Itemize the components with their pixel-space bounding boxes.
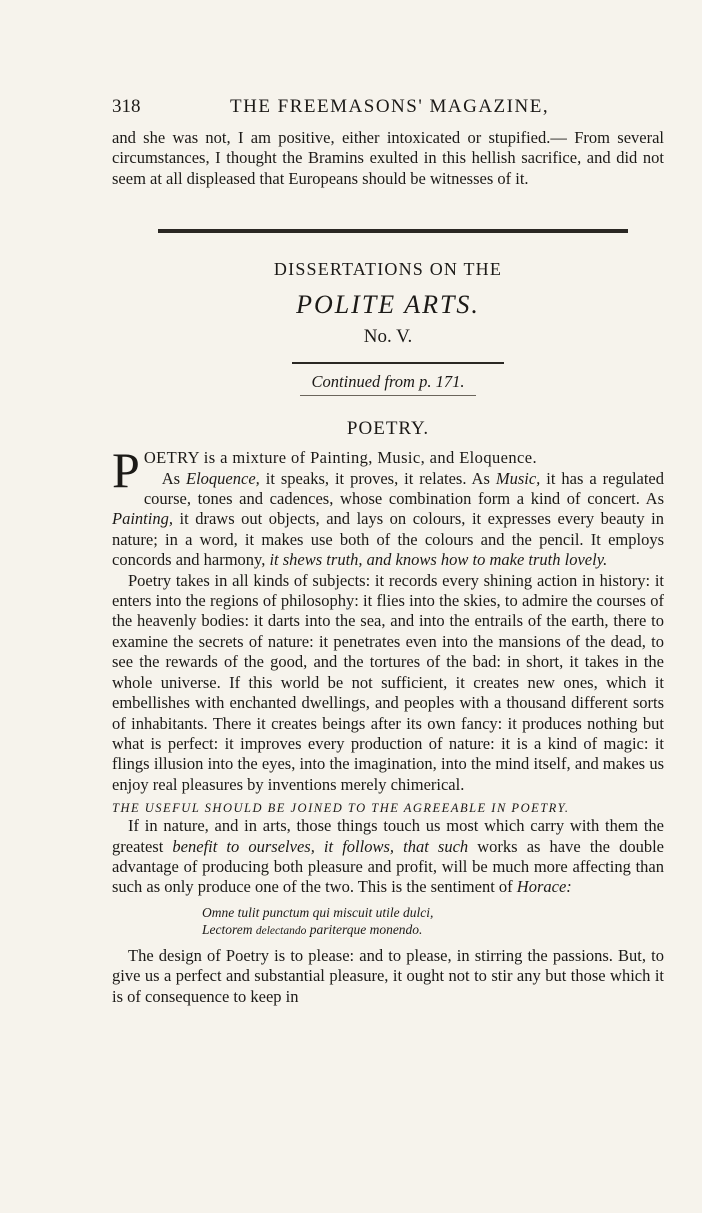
title-rule — [292, 362, 504, 364]
para1-italic: Eloquence, — [186, 468, 260, 488]
para3-italic: benefit to ourselves, it follows, that such — [172, 836, 469, 856]
section-divider — [158, 229, 628, 233]
para3-text: If in nature, and in arts, those things touch us most which carry with them the greatest — [112, 816, 664, 856]
latin-verse — [202, 904, 664, 940]
para1-first-sentence: OETRY is a mixture of Painting, Music, and Eloquence. — [143, 448, 537, 468]
paragraph-4: The design of Poetry is to please: and to please, in stirring the passions. But, to give us a perfect and substantial pleasure, it ought not to stir any but those which it is of consequence to keep in — [112, 945, 664, 1006]
article-number: No. V. — [363, 326, 413, 348]
verse-italic: delectando — [255, 924, 307, 937]
page — [112, 92, 664, 1007]
page-number: 318 — [112, 96, 141, 117]
para1-text: it draws out objects, and lays on colours, it expresses every beauty in nature; in a word, it makes use both of the colours and the pencil. It employs concords and harmony, — [112, 509, 664, 570]
para1-italic: it shews truth, and knows how to make truth lovely. — [265, 550, 608, 570]
continued-note: Continued from p. 171. — [300, 372, 477, 396]
verse-text: pariterque monendo. — [306, 921, 423, 937]
verse-line-2 — [202, 921, 664, 940]
running-head — [112, 92, 664, 122]
para1-text: it speaks, it proves, it relates. As — [259, 468, 496, 488]
section-heading: POETRY. — [346, 418, 430, 440]
para3-text: works as have the double advantage of producing both pleasure and profit, will be much more affecting than such as only produce one of the two. This is the sentiment of — [112, 836, 664, 897]
paragraph-3 — [112, 816, 664, 898]
paragraph-2: Poetry takes in all kinds of subjects: it records every shining action in history: it enters into the regions of philosophy: it flies into the skies, to admire the courses of the heavenly bodies: it darts into the sea, and into the entrails of the earth, there to examine the secrets of nature: it penetrates even into the mansions of the dead, to see the rewards of the good, and the tortures of the bad: in short, it takes in the whole universe. If this world be not sufficient, it creates new ones, which it embellishes with enchanted dwellings, and peoples with a thousand different sorts of inhabitants. There it creates beings after its own fancy: it produces nothing but what is perfect: it improves every production of nature: it is a kind of magic: it flings illusion into the eyes, into the imagination, into the mind itself, and makes us enjoy real pleasures by inventions merely chimerical. — [112, 570, 664, 794]
intro-paragraph: and she was not, I am positive, either intoxicated or stupified.— From several circumstances, I thought the Bramins exulted in this hellish sacrifice, and did not seem at all displeased that Europeans should be witnesses of it. — [112, 128, 664, 188]
subheading: THE USEFUL SHOULD BE JOINED TO THE AGREEABLE IN POETRY. — [112, 801, 570, 816]
para1-text: As — [161, 468, 187, 488]
verse-text: Lectorem — [202, 921, 256, 937]
continued-note-wrap — [112, 372, 664, 396]
drop-cap: P — [112, 442, 140, 499]
para1-italic: Painting, — [112, 509, 173, 529]
article-title: DISSERTATIONS ON THE — [273, 259, 503, 280]
para1-italic: Music, — [495, 468, 541, 488]
article-subtitle: POLITE ARTS. — [296, 290, 480, 320]
running-title: THE FREEMASONS' MAGAZINE, — [230, 96, 550, 117]
paragraph-1 — [112, 442, 665, 570]
para1-text: it has a regulated course, tones and cadences, whose combination form a kind of concert. As — [143, 468, 665, 509]
para3-italic: Horace: — [516, 877, 572, 897]
verse-line-1: Omne tulit punctum qui miscuit utile dulci, — [202, 904, 434, 920]
